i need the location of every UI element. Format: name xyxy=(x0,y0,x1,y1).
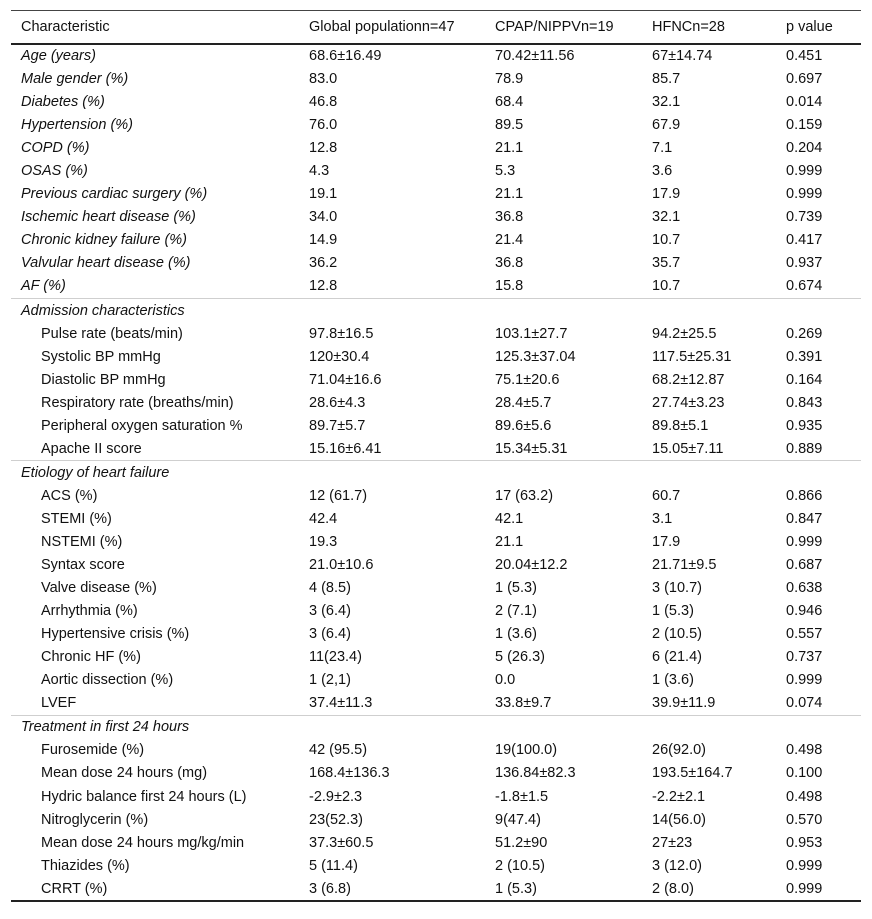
cell-characteristic: NSTEMI (%) xyxy=(41,534,123,550)
cell-global: 168.4±136.3 xyxy=(309,765,390,782)
table-row xyxy=(11,275,861,299)
cell-global: 28.6±4.3 xyxy=(309,394,366,411)
cell-cpap: 28.4±5.7 xyxy=(495,394,552,411)
cell-p-value: 0.999 xyxy=(786,186,823,203)
cell-characteristic: STEMI (%) xyxy=(41,510,112,527)
cell-global: 83.0 xyxy=(309,71,338,88)
table-row xyxy=(11,831,861,854)
table-row xyxy=(11,530,861,553)
cell-p-value: 0.953 xyxy=(786,834,823,851)
cell-characteristic: Respiratory rate (breaths/min) xyxy=(41,394,234,411)
cell-global: 21.0±10.6 xyxy=(309,557,374,574)
cell-p-value: 0.164 xyxy=(786,371,823,388)
cell-hfnc: 1 (5.3) xyxy=(652,603,694,620)
cell-p-value: 0.391 xyxy=(786,348,823,365)
cell-characteristic: Previous cardiac surgery (%) xyxy=(21,186,208,203)
header-global-population: Global populationn=47 xyxy=(299,11,485,44)
cell-hfnc: 2 (8.0) xyxy=(642,877,776,901)
cell-cpap: 2 (7.1) xyxy=(495,603,537,620)
cell-global: 71.04±16.6 xyxy=(309,371,382,388)
cell-hfnc: 3.6 xyxy=(652,163,673,180)
table-row xyxy=(11,507,861,530)
cell-cpap: 20.04±12.2 xyxy=(495,557,568,574)
cell-p-value: 0.737 xyxy=(786,649,823,666)
cell-hfnc: 3.1 xyxy=(652,510,673,527)
cell-global: 46.8 xyxy=(309,94,338,111)
cell-cpap: 89.6±5.6 xyxy=(495,417,552,434)
cell-cpap: 36.8 xyxy=(495,209,524,226)
cell-cpap: 125.3±37.04 xyxy=(495,348,576,365)
cell-global: 42 (95.5) xyxy=(309,742,368,759)
table-row xyxy=(11,252,861,275)
cell-p-value: 0.451 xyxy=(786,48,823,65)
cell-global: 14.9 xyxy=(309,232,338,249)
cell-hfnc: 6 (21.4) xyxy=(652,649,702,666)
table-row xyxy=(11,785,861,808)
cell-global: 4.3 xyxy=(309,163,330,180)
cell-p-value: 0.946 xyxy=(786,603,823,620)
cell-global: 42.4 xyxy=(309,510,338,527)
cell-p-value: 0.557 xyxy=(786,626,823,643)
cell-hfnc: 15.05±7.11 xyxy=(652,440,724,457)
cell-cpap: 89.5 xyxy=(495,117,524,134)
cell-global: 36.2 xyxy=(309,255,338,272)
cell-p-value: 0.417 xyxy=(786,232,823,249)
cell-characteristic: Peripheral oxygen saturation % xyxy=(41,417,243,434)
cell-characteristic: Syntax score xyxy=(41,557,125,574)
cell-p-value: 0.999 xyxy=(786,672,823,689)
cell-characteristic: Arrhythmia (%) xyxy=(41,603,138,620)
cell-characteristic: Valvular heart disease (%) xyxy=(21,255,191,272)
cell-hfnc: 26(92.0) xyxy=(652,742,707,759)
table-row xyxy=(11,877,861,901)
cell-cpap: 1 (3.6) xyxy=(495,626,537,643)
cell-global: 97.8±16.5 xyxy=(309,325,374,342)
table-row xyxy=(11,391,861,414)
section-title: Etiology of heart failure xyxy=(11,461,861,485)
header-p-value: p value xyxy=(776,11,861,44)
cell-global: 37.3±60.5 xyxy=(309,834,374,851)
table-row xyxy=(11,600,861,623)
cell-hfnc: 94.2±25.5 xyxy=(652,325,717,342)
cell-p-value: 0.014 xyxy=(786,94,823,111)
cell-characteristic: Diabetes (%) xyxy=(21,94,105,111)
table-row xyxy=(11,854,861,877)
cell-characteristic: AF (%) xyxy=(21,278,66,295)
cell-characteristic: Age (years) xyxy=(21,48,96,65)
table-row xyxy=(11,160,861,183)
cell-characteristic: CRRT (%) xyxy=(11,877,299,901)
cell-p-value: 0.847 xyxy=(786,510,823,527)
cell-p-value: 0.697 xyxy=(786,71,823,88)
table-row xyxy=(11,68,861,91)
cell-characteristic: Mean dose 24 hours (mg) xyxy=(41,765,208,782)
cell-p-value: 0.674 xyxy=(786,278,823,295)
cell-cpap: 75.1±20.6 xyxy=(495,371,560,388)
cell-characteristic: COPD (%) xyxy=(21,140,90,157)
table-row xyxy=(11,322,861,345)
cell-cpap: 9(47.4) xyxy=(495,811,541,828)
cell-hfnc: 14(56.0) xyxy=(652,811,707,828)
cell-hfnc: 7.1 xyxy=(652,140,673,157)
cell-p-value: 0.999 xyxy=(786,163,823,180)
cell-global: -2.9±2.3 xyxy=(309,788,363,805)
cell-characteristic: Hypertension (%) xyxy=(21,117,134,134)
cell-hfnc: 39.9±11.9 xyxy=(652,695,716,712)
cell-cpap: 70.42±11.56 xyxy=(495,48,575,65)
cell-hfnc: 193.5±164.7 xyxy=(652,765,733,782)
cell-p-value: 0.159 xyxy=(786,117,823,134)
cell-characteristic: Furosemide (%) xyxy=(41,742,145,759)
section-header-row xyxy=(11,461,861,485)
cell-characteristic: OSAS (%) xyxy=(21,163,88,180)
cell-hfnc: 117.5±25.31 xyxy=(652,348,732,365)
cell-global: 3 (6.8) xyxy=(299,877,485,901)
table-row xyxy=(11,44,861,68)
cell-characteristic: Ischemic heart disease (%) xyxy=(21,209,196,226)
cell-hfnc: 3 (12.0) xyxy=(652,857,702,874)
cell-global: 12.8 xyxy=(309,278,338,295)
cell-cpap: 42.1 xyxy=(495,510,524,527)
cell-global: 23(52.3) xyxy=(309,811,364,828)
cell-characteristic: Thiazides (%) xyxy=(41,857,130,874)
cell-hfnc: 21.71±9.5 xyxy=(652,557,717,574)
cell-hfnc: 35.7 xyxy=(652,255,681,272)
cell-p-value: 0.739 xyxy=(786,209,823,226)
cell-cpap: 36.8 xyxy=(495,255,524,272)
cell-hfnc: 32.1 xyxy=(652,94,681,111)
table-row xyxy=(11,345,861,368)
cell-global: 12 (61.7) xyxy=(309,487,368,504)
cell-hfnc: 10.7 xyxy=(652,278,681,295)
cell-global: 120±30.4 xyxy=(309,348,370,365)
cell-cpap: 136.84±82.3 xyxy=(495,765,576,782)
cell-p-value: 0.100 xyxy=(786,765,823,782)
cell-cpap: 5.3 xyxy=(495,163,516,180)
table-row xyxy=(11,206,861,229)
cell-hfnc: 17.9 xyxy=(652,186,681,203)
section-header-row xyxy=(11,715,861,739)
header-row xyxy=(11,11,861,44)
cell-p-value: 0.999 xyxy=(786,534,823,550)
cell-hfnc: 17.9 xyxy=(652,534,681,550)
cell-characteristic: Valve disease (%) xyxy=(41,580,157,597)
table-row xyxy=(11,91,861,114)
cell-global: 19.1 xyxy=(309,186,338,203)
cell-p-value: 0.204 xyxy=(786,140,823,157)
cell-hfnc: 85.7 xyxy=(652,71,681,88)
cell-p-value: 0.074 xyxy=(786,695,823,712)
cell-characteristic: Hydric balance first 24 hours (L) xyxy=(41,788,247,805)
cell-characteristic: Apache II score xyxy=(41,440,142,457)
cell-global: 4 (8.5) xyxy=(309,580,351,597)
cell-cpap: 5 (26.3) xyxy=(495,649,545,666)
cell-p-value: 0.570 xyxy=(786,811,823,828)
cell-p-value: 0.935 xyxy=(786,417,823,434)
table-row xyxy=(11,808,861,831)
section-header-row xyxy=(11,299,861,323)
cell-hfnc: 1 (3.6) xyxy=(652,672,694,689)
cell-p-value: 0.687 xyxy=(786,557,823,574)
cell-characteristic: Male gender (%) xyxy=(21,71,129,88)
table-row xyxy=(11,414,861,437)
table-row xyxy=(11,114,861,137)
cell-cpap: 2 (10.5) xyxy=(495,857,545,874)
table-row xyxy=(11,762,861,785)
table-body xyxy=(11,44,861,902)
cell-p-value: 0.269 xyxy=(786,325,823,342)
cell-characteristic: Pulse rate (beats/min) xyxy=(41,325,183,342)
cell-cpap: 19(100.0) xyxy=(495,742,558,759)
cell-p-value: 0.999 xyxy=(776,877,861,901)
cell-hfnc: 10.7 xyxy=(652,232,681,249)
cell-hfnc: 68.2±12.87 xyxy=(652,371,725,388)
cell-cpap: 15.34±5.31 xyxy=(495,440,568,457)
cell-hfnc: 60.7 xyxy=(652,487,681,504)
cell-p-value: 0.498 xyxy=(786,788,823,805)
cell-hfnc: 32.1 xyxy=(652,209,681,226)
cell-global: 19.3 xyxy=(309,534,338,550)
cell-global: 1 (2,1) xyxy=(309,672,351,689)
cell-hfnc: 27±23 xyxy=(652,834,693,851)
header-cpap-nippv: CPAP/NIPPVn=19 xyxy=(485,11,642,44)
cell-p-value: 0.638 xyxy=(786,580,823,597)
cell-global: 37.4±11.3 xyxy=(309,695,373,712)
table-row xyxy=(11,183,861,206)
cell-characteristic: Mean dose 24 hours mg/kg/min xyxy=(41,834,245,851)
cell-p-value: 0.498 xyxy=(786,742,823,759)
cell-hfnc: 2 (10.5) xyxy=(652,626,702,643)
cell-global: 76.0 xyxy=(309,117,338,134)
cell-global: 15.16±6.41 xyxy=(309,440,382,457)
cell-global: 89.7±5.7 xyxy=(309,417,366,434)
cell-characteristic: LVEF xyxy=(41,695,77,712)
cell-cpap: 78.9 xyxy=(495,71,524,88)
cell-cpap: 21.1 xyxy=(495,534,524,550)
section-title: Admission characteristics xyxy=(11,299,861,323)
table-row xyxy=(11,669,861,692)
cell-hfnc: 67±14.74 xyxy=(652,48,713,65)
cell-cpap: 68.4 xyxy=(495,94,524,111)
cell-cpap: 51.2±90 xyxy=(495,834,548,851)
table-row xyxy=(11,137,861,160)
cell-cpap: -1.8±1.5 xyxy=(495,788,549,805)
cell-hfnc: -2.2±2.1 xyxy=(652,788,706,805)
table-row xyxy=(11,739,861,762)
cell-cpap: 21.1 xyxy=(495,186,524,203)
cell-characteristic: Diastolic BP mmHg xyxy=(41,371,166,388)
section-title: Treatment in first 24 hours xyxy=(11,715,861,739)
cell-characteristic: Chronic HF (%) xyxy=(41,649,141,666)
cell-characteristic: Hypertensive crisis (%) xyxy=(41,626,190,643)
cell-cpap: 21.4 xyxy=(495,232,524,249)
cell-p-value: 0.937 xyxy=(786,255,823,272)
cell-cpap: 21.1 xyxy=(495,140,524,157)
cell-cpap: 0.0 xyxy=(495,672,516,689)
table-row xyxy=(11,554,861,577)
header-hfnc: HFNCn=28 xyxy=(642,11,776,44)
table-row xyxy=(11,229,861,252)
cell-global: 68.6±16.49 xyxy=(309,48,382,65)
cell-hfnc: 67.9 xyxy=(652,117,681,134)
cell-characteristic: Aortic dissection (%) xyxy=(41,672,174,689)
cell-characteristic: Systolic BP mmHg xyxy=(41,348,161,365)
cell-global: 3 (6.4) xyxy=(309,603,351,620)
cell-cpap: 33.8±9.7 xyxy=(495,695,552,712)
table-row xyxy=(11,577,861,600)
table-row xyxy=(11,368,861,391)
cell-characteristic: ACS (%) xyxy=(41,487,98,504)
cell-cpap: 17 (63.2) xyxy=(495,487,554,504)
cell-cpap: 15.8 xyxy=(495,278,524,295)
cell-global: 11(23.4) xyxy=(309,649,362,666)
cell-p-value: 0.843 xyxy=(786,394,823,411)
characteristics-table xyxy=(11,10,861,902)
table-row xyxy=(11,484,861,507)
cell-p-value: 0.999 xyxy=(786,857,823,874)
cell-cpap: 1 (5.3) xyxy=(495,580,537,597)
cell-hfnc: 89.8±5.1 xyxy=(652,417,709,434)
cell-hfnc: 3 (10.7) xyxy=(652,580,702,597)
table-row xyxy=(11,692,861,716)
table-row xyxy=(11,437,861,461)
cell-global: 34.0 xyxy=(309,209,338,226)
cell-cpap: 103.1±27.7 xyxy=(495,325,568,342)
cell-hfnc: 27.74±3.23 xyxy=(652,394,725,411)
header-characteristic: Characteristic xyxy=(11,11,299,44)
cell-global: 3 (6.4) xyxy=(309,626,351,643)
table-row xyxy=(11,646,861,669)
cell-global: 12.8 xyxy=(309,140,338,157)
cell-characteristic: Chronic kidney failure (%) xyxy=(21,232,188,249)
cell-p-value: 0.866 xyxy=(786,487,823,504)
cell-global: 5 (11.4) xyxy=(309,857,358,874)
cell-p-value: 0.889 xyxy=(786,440,823,457)
cell-characteristic: Nitroglycerin (%) xyxy=(41,811,149,828)
cell-cpap: 1 (5.3) xyxy=(485,877,642,901)
table-row xyxy=(11,623,861,646)
